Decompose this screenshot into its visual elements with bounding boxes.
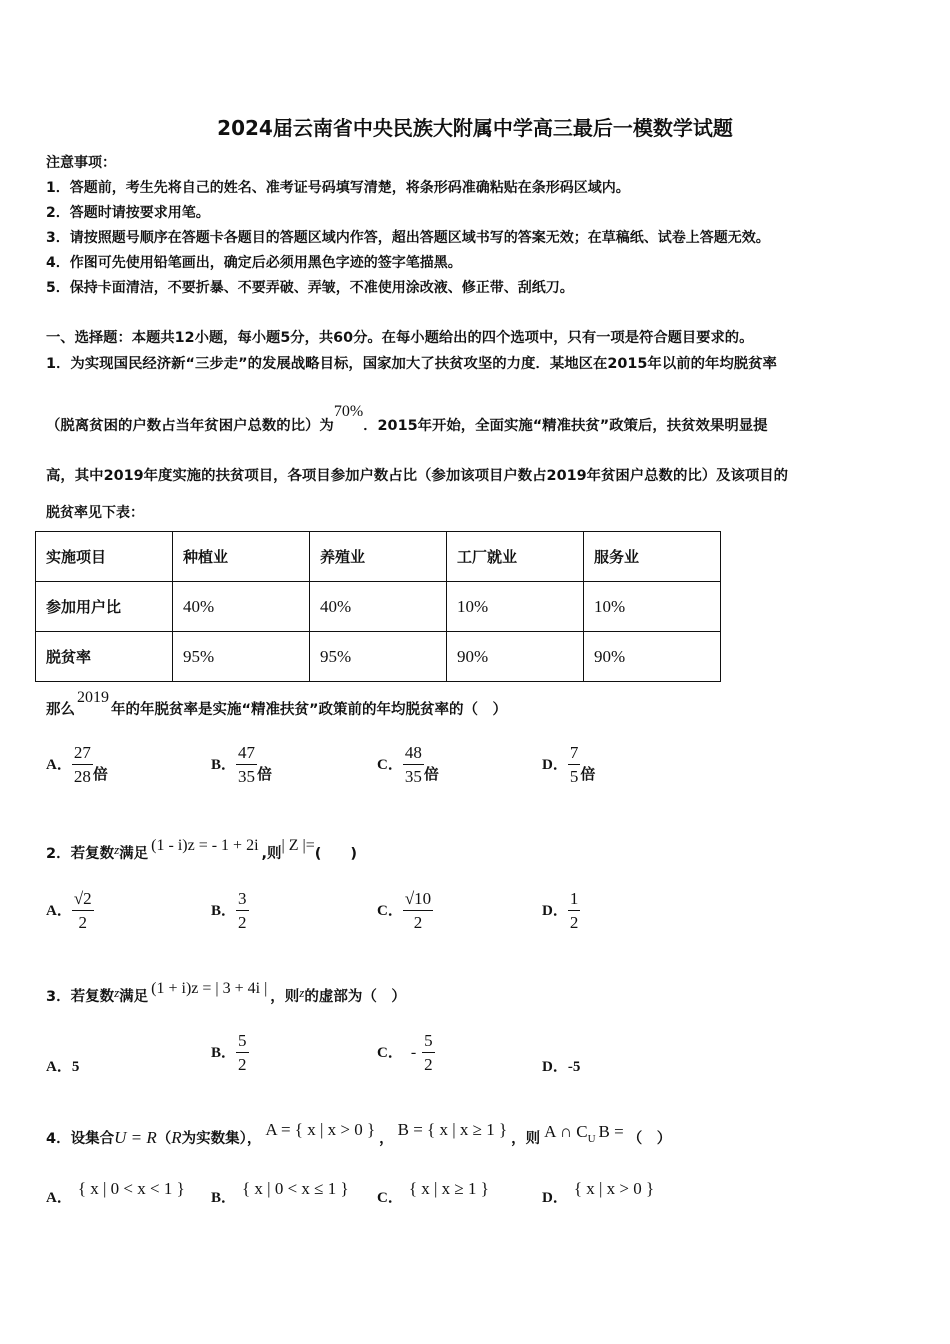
- fraction-numerator: 47: [236, 744, 257, 765]
- q1-text-b: ．2015年开始，全面实施“精准扶贫”政策后，扶贫效果明显提: [363, 418, 768, 434]
- q2-option-a[interactable]: [46, 890, 94, 931]
- q3-mid: 满足: [119, 989, 149, 1005]
- q4-expr-sub: U: [587, 1133, 596, 1145]
- q4-prefix: 4．设集合: [46, 1131, 115, 1147]
- q1-text-a: （脱离贫困的户数占当年贫困户总数的比）为: [46, 418, 334, 434]
- option-value: { x | x ≥ 1 }: [408, 1179, 489, 1198]
- q1-question-b: 年的年脱贫率是实施“精准扶贫”政策前的年均脱贫率的（ ）: [111, 702, 508, 718]
- note-item: 1．答题前，考生先将自己的姓名、准考证号码填写清楚，将条形码准确粘贴在条形码区域内。: [46, 180, 630, 196]
- option-suffix: 倍: [580, 765, 596, 783]
- q4-option-d[interactable]: [542, 1179, 655, 1207]
- option-label: B．: [211, 903, 237, 919]
- fraction-denominator: 2: [238, 913, 247, 932]
- q1-year: 2019: [77, 689, 109, 706]
- fraction-numerator: 48: [403, 744, 424, 765]
- table-cell: 服务业: [584, 532, 721, 582]
- option-label: D．: [542, 903, 568, 919]
- table-cell: 90%: [584, 632, 721, 682]
- fraction-denominator: 2: [78, 913, 88, 932]
- table-cell: 95%: [173, 632, 310, 682]
- q1-text: 脱贫率见下表：: [46, 505, 144, 521]
- q3-tail: 的虚部为（ ）: [304, 989, 406, 1005]
- option-label: D．: [542, 757, 568, 773]
- option-label: A．: [46, 1059, 72, 1075]
- q3-option-d[interactable]: [542, 1055, 580, 1076]
- table-cell: 40%: [173, 582, 310, 632]
- option-suffix: 倍: [423, 765, 439, 783]
- fraction-denominator: 2: [569, 913, 579, 932]
- fraction-numerator: √10: [403, 890, 433, 911]
- q2-equation: (1 - i)z = - 1 + 2i: [151, 837, 259, 854]
- q3-prefix: 3．若复数: [46, 989, 115, 1005]
- notes-heading: 注意事项：: [46, 155, 116, 171]
- table-cell: 实施项目: [36, 532, 173, 582]
- fraction-numerator: 27: [72, 744, 93, 765]
- fraction-denominator: 35: [404, 767, 422, 786]
- option-label: B．: [211, 1190, 237, 1206]
- q2-prefix: 2．若复数: [46, 846, 115, 862]
- table-cell: 参加用户比: [36, 582, 173, 632]
- q1-text: 1．为实现国民经济新“三步走”的发展战略目标，国家加大了扶贫攻坚的力度．某地区在2015年以前的年均脱贫率: [46, 356, 777, 372]
- q2-option-d[interactable]: [542, 890, 580, 931]
- q4-set-a: A = { x | x > 0 }: [265, 1120, 376, 1139]
- q2-abs: | Z |=: [281, 837, 315, 854]
- fraction-numerator: 7: [568, 744, 581, 765]
- option-label: C．: [377, 1190, 403, 1206]
- q2-option-c[interactable]: [377, 890, 433, 931]
- option-value: { x | 0 < x ≤ 1 }: [242, 1179, 349, 1198]
- q3-option-b[interactable]: [211, 1032, 249, 1073]
- table-cell: 90%: [447, 632, 584, 682]
- q4-blank: （ ）: [627, 1131, 672, 1147]
- q4-option-a[interactable]: [46, 1179, 185, 1207]
- q1-option-d[interactable]: [542, 744, 595, 785]
- q4-option-c[interactable]: [377, 1179, 489, 1207]
- q1-option-a[interactable]: [46, 744, 108, 785]
- fraction-denominator: 5: [569, 767, 579, 786]
- q1-text: 高，其中2019年度实施的扶贫项目，各项目参加户数占比（参加该项目户数占2019年贫困户总数的比）及该项目的: [46, 468, 789, 484]
- option-value: { x | x > 0 }: [573, 1179, 655, 1198]
- q3-text: [46, 980, 406, 1006]
- q1-table: [35, 531, 721, 682]
- fraction-denominator: 35: [238, 767, 256, 786]
- option-value: 5: [71, 1059, 80, 1075]
- q4-note-a: （: [156, 1131, 172, 1147]
- q2-mid: 满足: [119, 846, 149, 862]
- option-label: B．: [211, 757, 237, 773]
- q4-then: ，则: [511, 1131, 541, 1147]
- q4-expr: A ∩ C: [544, 1122, 588, 1141]
- q2-then: ,则: [261, 846, 282, 862]
- q1-rate: 70%: [333, 403, 364, 420]
- fraction-numerator: 5: [422, 1032, 435, 1053]
- table-cell: 脱贫率: [36, 632, 173, 682]
- table-cell: 工厂就业: [447, 532, 584, 582]
- q2-text: [46, 837, 357, 863]
- q4-universe: U = R: [114, 1128, 157, 1147]
- fraction-numerator: 5: [236, 1032, 249, 1053]
- fraction-numerator: 3: [236, 890, 249, 911]
- note-item: 4．作图可先使用铅笔画出，确定后必须用黑色字迹的签字笔描黑。: [46, 255, 462, 271]
- q3-equation: (1 + i)z = | 3 + 4i |: [151, 980, 268, 997]
- fraction-denominator: 2: [413, 913, 423, 932]
- option-suffix: 倍: [257, 765, 273, 783]
- fraction-denominator: 2: [238, 1055, 247, 1074]
- option-label: C．: [377, 757, 403, 773]
- table-header-row: [36, 532, 721, 582]
- option-value: { x | 0 < x < 1 }: [77, 1179, 185, 1198]
- q2-blank: ( ): [314, 846, 357, 862]
- note-item: 2．答题时请按要求用笔。: [46, 205, 210, 221]
- q1-option-b[interactable]: [211, 744, 272, 785]
- q4-option-b[interactable]: [211, 1179, 349, 1207]
- option-label: D．: [542, 1190, 568, 1206]
- q4-universe-var: R: [171, 1128, 182, 1147]
- option-sign: -: [410, 1044, 417, 1061]
- section-heading: 一、选择题：本题共12小题，每小题5分，共60分。在每小题给出的四个选项中，只有一项是符合题目要求的。: [46, 330, 754, 346]
- fraction-numerator: 1: [568, 890, 581, 911]
- note-item: 5．保持卡面清洁，不要折暴、不要弄破、弄皱，不准使用涂改液、修正带、刮纸刀。: [46, 280, 574, 296]
- table-cell: 种植业: [173, 532, 310, 582]
- fraction-denominator: 28: [73, 767, 91, 786]
- table-row: [36, 582, 721, 632]
- q1-text: [46, 403, 768, 435]
- q3-option-c[interactable]: [377, 1032, 435, 1073]
- option-label: C．: [377, 1045, 403, 1061]
- table-cell: 10%: [447, 582, 584, 632]
- table-row: [36, 632, 721, 682]
- fraction-denominator: 2: [424, 1055, 433, 1074]
- table-cell: 10%: [584, 582, 721, 632]
- q4-text: [46, 1120, 672, 1148]
- table-cell: 40%: [310, 582, 447, 632]
- q3-then: ，则: [270, 989, 300, 1005]
- option-label: C．: [377, 903, 403, 919]
- q2-option-b[interactable]: [211, 890, 249, 931]
- fraction-numerator: √2: [72, 890, 94, 911]
- q4-set-b: B = { x | x ≥ 1 }: [397, 1120, 508, 1139]
- option-label: D．: [542, 1059, 568, 1075]
- q4-comma: ，: [379, 1131, 394, 1147]
- note-item: 3．请按照题号顺序在答题卡各题目的答题区域内作答，超出答题区域书写的答案无效；在草稿纸、试卷上答题无效。: [46, 230, 770, 246]
- option-suffix: 倍: [92, 765, 108, 783]
- page-title: 2024届云南省中央民族大附属中学高三最后一模数学试题: [217, 116, 733, 140]
- table-cell: 95%: [310, 632, 447, 682]
- q3-option-a[interactable]: [46, 1055, 79, 1076]
- option-label: A．: [46, 903, 72, 919]
- option-label: A．: [46, 1190, 72, 1206]
- q1-option-c[interactable]: [377, 744, 439, 785]
- option-label: A．: [46, 757, 72, 773]
- q3-var: z: [299, 985, 305, 1000]
- q3-var: z: [114, 985, 120, 1000]
- option-label: B．: [211, 1045, 237, 1061]
- q1-question: [46, 689, 508, 719]
- q4-expr-tail: B =: [598, 1122, 624, 1141]
- q1-question-a: 那么: [46, 702, 75, 718]
- table-cell: 养殖业: [310, 532, 447, 582]
- option-value: -5: [567, 1059, 581, 1075]
- q4-note-b: 为实数集），: [181, 1131, 262, 1147]
- q2-var: z: [114, 842, 120, 857]
